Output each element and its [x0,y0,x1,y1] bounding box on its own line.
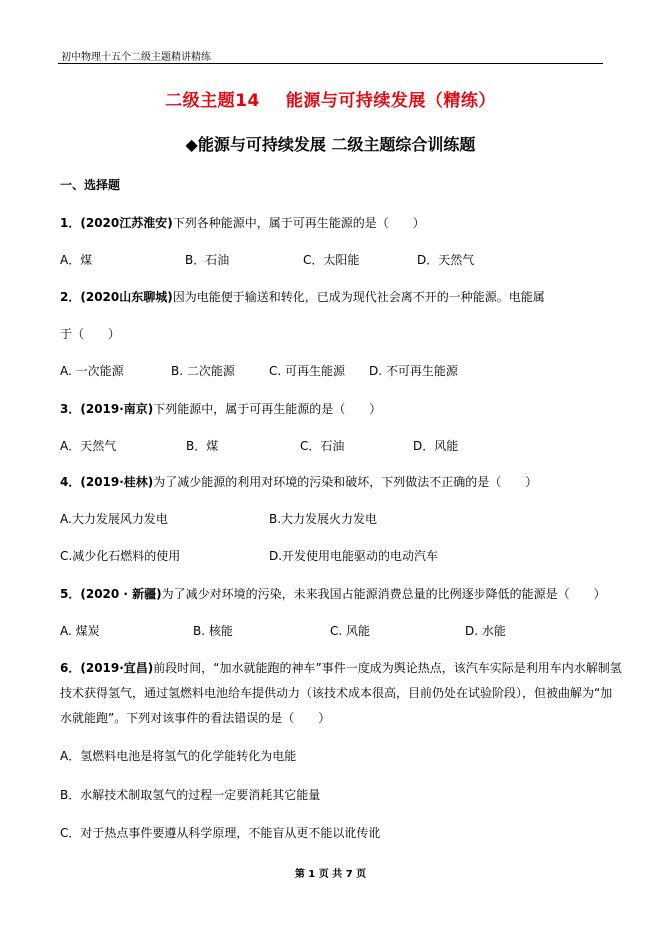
question-text: 因为电能便于输送和转化，已成为现代社会离不开的一种能源。电能属 [172,290,545,304]
title-topic-number: 二级主题14 [165,91,260,111]
question-number: 3． [60,402,81,416]
option-a: A. 煤炭 [60,624,100,638]
question-source: (2020山东聊城) [80,290,173,304]
question-source: (2020江苏淮安) [80,216,173,230]
option-a: A．天然气 [60,439,117,453]
question-number: 5． [60,587,81,601]
option-a: A．煤 [60,253,93,267]
option-d: D. 水能 [465,624,506,638]
question-6 [60,659,622,676]
option-c: C．太阳能 [303,253,360,267]
question-source: (2019·桂林) [80,475,154,489]
question-2 [60,288,545,305]
option-c: C.减少化石燃料的使用 [60,549,181,563]
option-a: A．氢燃料电池是将氢气的化学能转化为电能 [60,749,297,763]
header-divider [58,63,603,64]
question-number: 4． [60,475,81,489]
option-c: C. 风能 [330,624,371,638]
option-d: D. 不可再生能源 [369,364,458,378]
question-number: 2． [60,290,81,304]
page-subtitle: ◆能源与可持续发展 二级主题综合训练题 [185,135,476,154]
question-text: 下列能源中，属于可再生能源的是（ ） [153,402,382,416]
option-a: A. 一次能源 [60,364,124,378]
option-d: D.开发使用电能驱动的电动汽车 [269,549,439,563]
option-b: B．水解技术制取氢气的过程一定要消耗其它能量 [60,788,321,802]
question-number: 1． [60,216,81,230]
running-header: 初中物理十五个二级主题精讲精练 [61,52,211,63]
question-2-continuation: 于（ ） [60,327,121,341]
question-3 [60,400,381,417]
question-text: 下列各种能源中，属于可再生能源的是（ ） [172,216,425,230]
question-number: 6． [60,661,81,675]
section-heading: 一、选择题 [60,178,121,192]
option-b: B．石油 [185,253,230,267]
option-d: D．天然气 [417,253,475,267]
question-5 [60,585,606,602]
page-footer: 第 1 页 共 7 页 [294,869,367,880]
option-d: D．风能 [413,439,459,453]
page-title [0,86,661,111]
question-text: 前段时间，“加水就能跑的神车”事件一度成为舆论热点，该汽车实际是利用车内水解制氢 [153,661,622,675]
option-b: B. 二次能源 [171,364,235,378]
option-b: B. 核能 [193,624,233,638]
question-source: (2019·宜昌) [80,661,154,675]
option-b: B.大力发展火力发电 [269,512,378,526]
title-topic-name: 能源与可持续发展（精练） [285,91,496,111]
question-source: (2020 · 新疆) [80,587,162,601]
question-source: (2019·南京) [80,402,154,416]
question-text: 为了减少对环境的污染，未来我国占能源消费总量的比例逐步降低的能源是（ ） [161,587,606,601]
option-a: A.大力发展风力发电 [60,512,168,526]
option-b: B．煤 [186,439,219,453]
question-6-line3: 水就能跑”。下列对该事件的看法错误的是（ ） [60,711,331,725]
option-c: C．石油 [300,439,345,453]
question-text: 为了减少能源的利用对环境的污染和破坏，下列做法不正确的是（ ） [153,475,538,489]
question-1 [60,214,425,231]
option-c: C. 可再生能源 [269,364,346,378]
question-6-line2: 技术获得氢气，通过氢燃料电池给车提供动力（该技术成本很高，目前仍处在试验阶段），但被曲解为“加 [60,686,613,700]
question-4 [60,473,537,490]
option-c: C．对于热点事件要遵从科学原理，不能盲从更不能以讹传讹 [60,826,381,840]
